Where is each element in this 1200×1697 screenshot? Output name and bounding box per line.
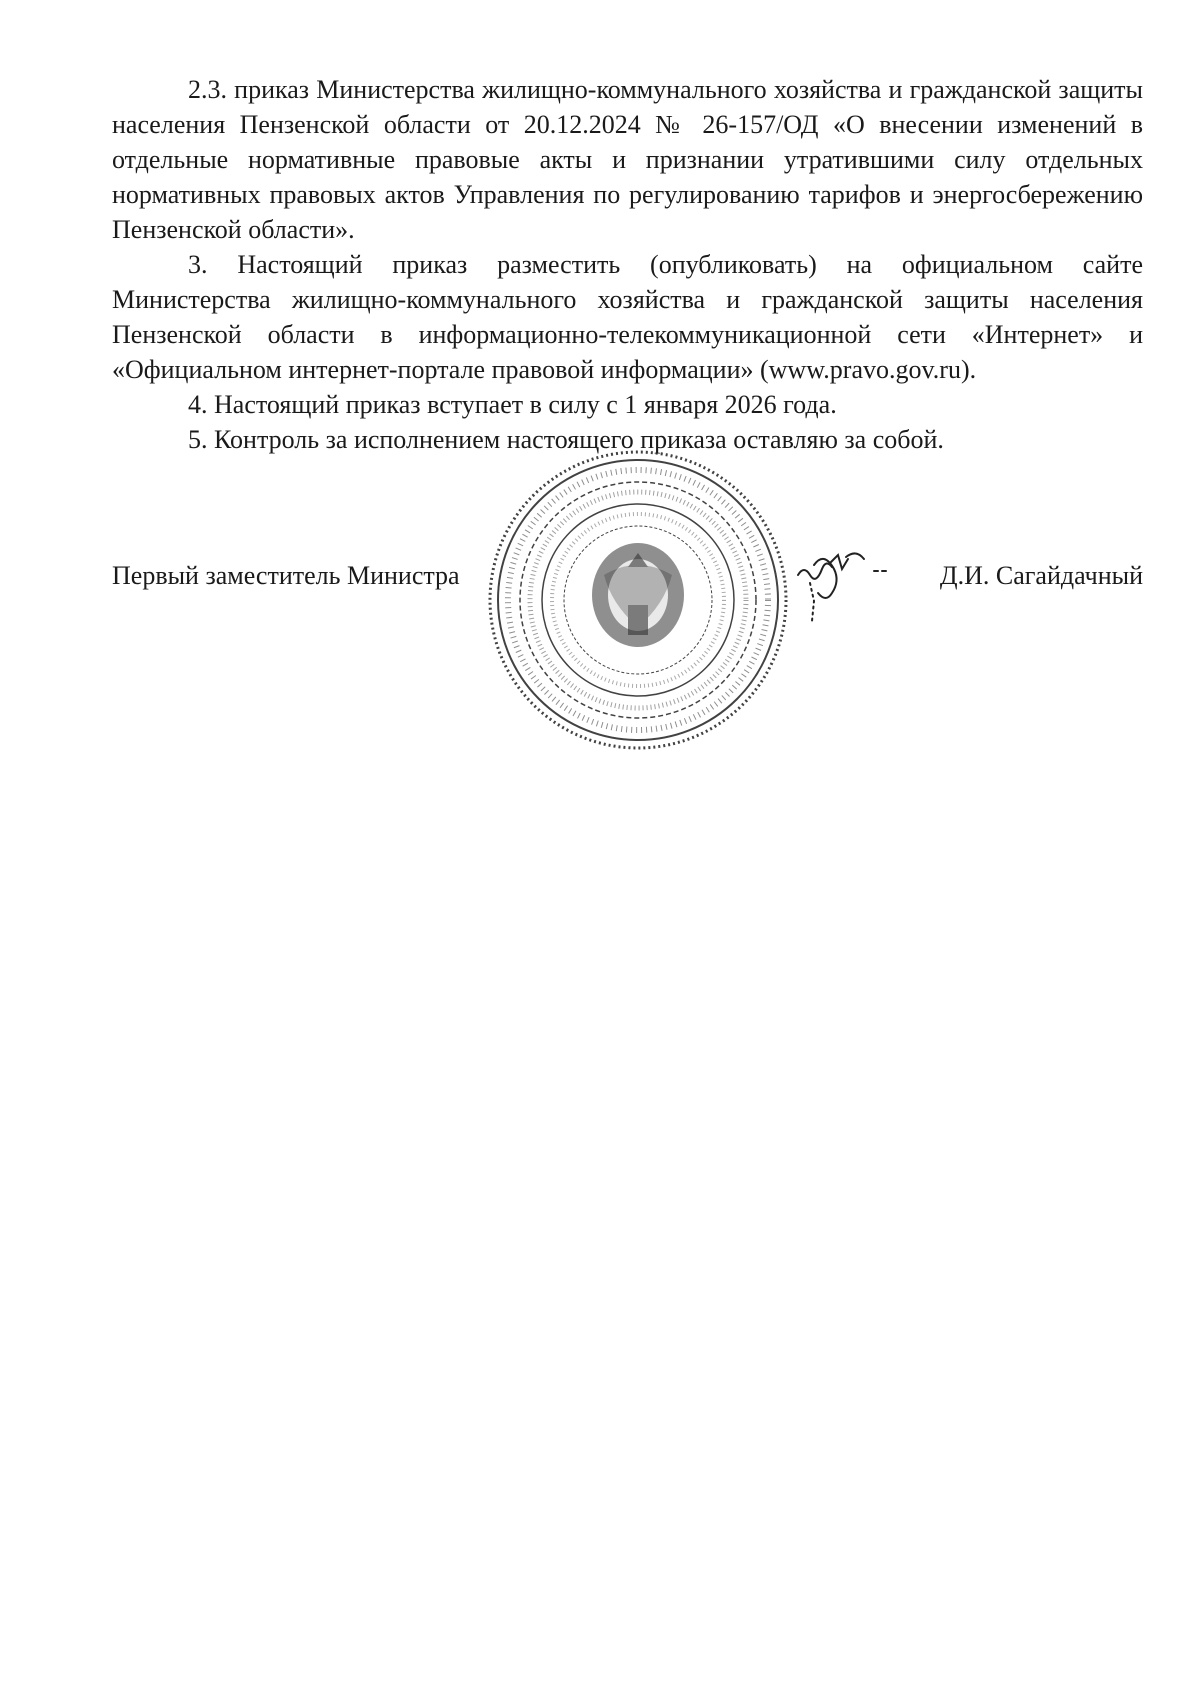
signatory-name: Д.И. Сагайдачный [939,561,1143,590]
handwritten-signature-icon [790,545,900,625]
signatory-position: Первый заместитель Министра [112,561,460,590]
paragraph-5: 5. Контроль за исполнением настоящего приказа оставляю за собой. [188,425,944,454]
paragraph-3: 3. Настоящий приказ разместить (опубликовать) на официальном сайте Министерства жилищно-коммунального хозяйства и гражданской защиты населения Пензенской области в информационно-телекоммуникационной сети «Интернет» и «Официальном интернет-портале правовой информации» (www.pravo.gov.ru). [112,250,1143,384]
official-seal-icon [478,445,798,755]
paragraph-2-3: 2.3. приказ Министерства жилищно-коммунального хозяйства и гражданской защиты населения Пензенской области от 20.12.2024 № 26-157/ОД «О внесении изменений в отдельные нормативные правовые акты и признании утратившими силу отдельных нормативных правовых актов Управления по регулированию тарифов и энергосбережению Пензенской области». [112,75,1143,244]
paragraph-4: 4. Настоящий приказ вступает в силу с 1 января 2026 года. [188,390,837,419]
document-body [112,72,1143,457]
